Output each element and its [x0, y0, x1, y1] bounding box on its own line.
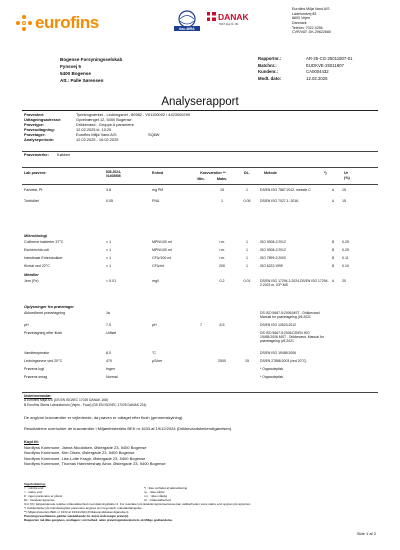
meta-key: Batchnr.: [258, 62, 277, 68]
result-value: Normal [106, 375, 118, 379]
uncertainty: 0.25 [342, 240, 349, 244]
legend-item: i.m. : ikke målelig [144, 494, 168, 499]
limit-max: 0.2 [219, 279, 225, 283]
danak-reg: TEST Reg.Nr. 261 [219, 23, 239, 26]
section-metals: Metaller [24, 272, 39, 277]
limit-max: 200 [219, 264, 225, 268]
compliance-note: Resultaterne overholder de kravværdier i Miljøministeriets BEK nr 1633 af 19/12/2024 (Drikkevandsbekendtgørelsen). [24, 426, 233, 431]
result-value: < 0.01 [106, 279, 117, 283]
address-line: Fynsvej 5 [60, 64, 81, 70]
legend-item: < : mindre end [24, 486, 44, 491]
info-value: Drikkevand - Gruppe A parametre [76, 122, 134, 128]
unit: pH [152, 323, 157, 327]
limit-max: 1 [221, 199, 223, 203]
method: ISO 9308-2:2012 [260, 248, 286, 252]
contact-line: CVR/VAT: DK-29622680 [292, 30, 331, 35]
contact-line: Ladelundvej 85 [292, 11, 317, 16]
result-value: 3.8 [106, 188, 111, 192]
result-value: Udført [106, 331, 116, 335]
legend-note: Unr (%): Ekspanderede relative måleusikkerhed med dækningsfaktor 2. For resultater på detektionsgrænseniveau kan usikkerheden være større end opgivet på rapporten. [24, 502, 252, 507]
subcontractor-line: B Eurofins Steins Laboratorium (Vejen - Food) (DS EN ISO/IEC 17025 DANAK 224) [24, 402, 147, 407]
accreditation-code: A [332, 199, 335, 203]
method: DS ISO 5667-5:2006,MST - Drikkevand. Manual for prøvetagning (v5.2021 [260, 311, 321, 320]
meta-row [258, 76, 353, 83]
col-min: Min. [197, 177, 205, 181]
parameter-name: Ledningsevne ved 20°C [24, 359, 63, 363]
meta-row [258, 56, 353, 63]
report-title: Analyserapport [161, 96, 239, 108]
limit-max: i.m. [219, 240, 225, 244]
legend-block [24, 482, 376, 522]
parameter-name: Intestinale Enterokokker [24, 256, 63, 260]
result-value: < 1 [106, 264, 112, 268]
eurofins-logo [16, 12, 99, 33]
legend-item: > : større end [24, 490, 42, 495]
parameter-name: Prøvetagning efter flush [24, 331, 63, 335]
result-value: < 1 [106, 248, 112, 252]
subcontractor-block [24, 394, 146, 407]
info-value: Tyrekrogværket - Ledningsnet - 80982 - V01100002 / 4423000299 [76, 112, 190, 117]
unit: °C [152, 351, 157, 355]
col-ur: Ur [344, 171, 349, 175]
parameter-name: pH [24, 323, 29, 327]
limit-max: i.m. [219, 248, 225, 252]
method: ISO 7899-2:2000 [260, 256, 286, 260]
contact-line: Telefon: 7022 4256 [292, 25, 323, 30]
result-value: 0.05 [106, 199, 113, 203]
method: DS/EN ISO 7887:2012, metode C [260, 188, 311, 192]
uncertainty: 20 [342, 279, 346, 283]
unit: mg Pt/l [152, 188, 164, 192]
accreditation-code: A [332, 279, 335, 283]
detection-limit: 0.01 [243, 279, 251, 283]
result-value: Ingen [106, 367, 115, 371]
accreditation-code: B [332, 240, 335, 244]
parameter-name: Vandtemperatur [24, 351, 50, 355]
copies-block [24, 439, 166, 467]
meta-key: Kundenr.: [258, 69, 279, 75]
uncertainty: 0.11 [342, 256, 349, 260]
subcontractor-line: A Eurofins Miljø A/S (DS EN ISO/IEC 17025 DANAK 168) [24, 398, 108, 403]
limit-max: i.m. [219, 256, 225, 260]
detection-limit: 1 [246, 248, 248, 252]
guidance-note: De angivne kravværdier er vejledende, da prøven er udtaget efter flush (gennemskylning). [24, 415, 184, 420]
unit: MPN/100 ml [152, 248, 172, 252]
unit: FNU [152, 199, 160, 203]
parameter-name: Kimtal ved 22°C [24, 264, 50, 268]
info-value: Eurofins Miljø Vand A/S [76, 132, 117, 138]
info-key: Prøveudtagning: [24, 127, 55, 133]
parameter-name: Farvetal, Pt [24, 188, 43, 192]
danak-label: DANAK [218, 12, 249, 22]
unit: CFU/ml [152, 264, 165, 268]
result-value: Ja [106, 311, 110, 315]
contact-line: Eurofins Miljø Vand A/S [292, 7, 330, 11]
copy-recipient: Nordfyns Kommune, Kim Olsen, Østergade 23, 5400 Bogense [24, 450, 135, 456]
section-sampling-info: Oplysninger fra prøvetager [24, 304, 74, 309]
sample-label-value: Køkken [57, 152, 71, 157]
accreditation-code: B [332, 256, 335, 260]
unit: mg/l [152, 279, 159, 283]
parameter-name: Jern (Fe) [24, 279, 39, 283]
detection-limit: 1 [246, 264, 248, 268]
parameter-name: Coliforme bakterier 37°C [24, 240, 64, 244]
eurofins-logo-text: eurofins [35, 13, 99, 32]
result-value: 7.5 [106, 323, 111, 327]
sample-label [24, 153, 70, 158]
subcontractor-title: Underleverandør: [24, 394, 52, 398]
col-unit: Enhed [152, 171, 164, 175]
parameter-name: Akkrediteret prøvetagning [24, 311, 66, 315]
address-line: Att.: Palle Sørensen [60, 78, 104, 84]
recipient-address [60, 56, 122, 84]
detection-limit: 1 [246, 256, 248, 260]
parameter-name: Turbiditet [24, 199, 39, 203]
meta-row [258, 63, 353, 70]
address-line: Bogense Forsyningsselskab [60, 57, 123, 62]
method: DS/EN ISO 10523:2012 [260, 323, 297, 327]
limit-max: 8.5 [219, 323, 225, 327]
result-value: 470 [106, 359, 112, 363]
limit-max: 2500 [218, 359, 226, 363]
copy-recipient: Nordfyns Kommune, Janna Nicolaisen, Østergade 23, 5400 Bogense [24, 444, 147, 450]
meta-value: 12.02.2025 [306, 75, 328, 81]
result-value: < 1 [106, 256, 112, 260]
page-number: Side 1 af 2 [356, 531, 376, 536]
meta-value: AR-25-CG-25011807-01 [306, 56, 353, 61]
meta-key: Modt. dato: [258, 75, 282, 81]
col-method: Metode [264, 171, 277, 175]
validity-note: Prøvningsresultaterne gælder udelukkende for de(n) undersøgte prøve(r). [24, 514, 130, 519]
col-dl: DL. [244, 171, 250, 175]
unit: MPN/100 ml [152, 240, 172, 244]
method: ISO 6222:1999 [260, 264, 283, 268]
report-meta [258, 56, 353, 83]
legend-note: **) Miljøministeriets BEK nr 1633 af 19/12/2024 (Drikkevandsbekendtgørelsen). [24, 510, 130, 515]
col-sample-number: 835-2024- 01408986 [106, 170, 122, 179]
detection-limit: 1 [246, 240, 248, 244]
legend-note: *) Usikkerheder på mikrobiologiske parametre angives som log-værdi i standardafvigelse. [24, 506, 143, 511]
accreditation-code: B [332, 248, 335, 252]
ilac-mra-logo [172, 10, 202, 32]
info-key: Udtagningsadresse: [24, 117, 62, 123]
copies-title: Kopi til: [24, 439, 39, 444]
info-value: Gyvelvænget 12, 5400 Bogense [76, 117, 132, 123]
info-key: Analyseperiode: [24, 137, 55, 143]
method: DS/EN 27888:2003 (ved 20°C) [260, 359, 307, 363]
method: DS/EN ISO 17294-1:2024,DS/EN ISO 17294-2:2023 m. ICP-MS [260, 279, 329, 288]
ilac-mra-label: ilac-MRA [179, 27, 195, 31]
limit-max: 15 [220, 188, 224, 192]
col-ur-pct: (%) [344, 176, 350, 180]
method: DS/EN ISO 19458:2006 [260, 351, 297, 355]
legend-item: *) : Ikke omfattet af akkreditering [144, 486, 188, 491]
copy-recipient: Nordfyns Kommune, Lise-Lotte Kragh, Østergade 23, 5400 Bogense [24, 455, 146, 461]
legend-title: Tegnforklaring: [24, 482, 46, 486]
legend-item: # : ingen parametre er påvist [24, 494, 63, 499]
uncertainty: 15 [342, 188, 346, 192]
meta-row [258, 69, 353, 76]
result-value: < 1 [106, 240, 112, 244]
reproduction-note: Rapporten må ikke gengives, undtagen i sin helhed, uden prøvningslaboratoriets skriftlige godkendelse. [24, 518, 173, 523]
meta-value: EUDKVE-25011807 [306, 62, 344, 68]
sample-info [24, 112, 190, 142]
limit-min: 7 [200, 323, 202, 327]
danak-logo [206, 10, 250, 32]
parameter-name: Prøvens lugt [24, 367, 45, 371]
uncertainty: 0.25 [342, 248, 349, 252]
method: DS ISO 5667-5:2006,DS/EN ISO 19458:2006,MST - Drikkevand. Manual for prøvetagning (v5.2021 [260, 331, 324, 344]
uncertainty: 0.10 [342, 264, 349, 268]
legend-item: i.p. : ikke påvist [144, 490, 165, 495]
eurofins-logo-icon [16, 15, 32, 31]
sample-label-key: Prøvemærke: [24, 152, 49, 157]
unit: µS/cm [152, 359, 163, 363]
info-value: 12.02.2025 kl. 10:25 [76, 127, 112, 133]
detection-limit: 1 [246, 188, 248, 192]
meta-key: Rapportnr.: [258, 56, 282, 61]
meta-value: CA0004432 [306, 69, 329, 75]
lab-contact-block [292, 7, 331, 35]
info-extra: SQ6W [148, 132, 160, 138]
address-line: 5400 Bogense [60, 71, 91, 77]
accreditation-code: A [332, 188, 335, 192]
parameter-name: Escherichia coli [24, 248, 49, 252]
col-max: Maks. [216, 177, 228, 181]
method: * Organoleptisk [260, 367, 284, 371]
contact-line: Danmark [292, 21, 307, 26]
copy-recipient: Nordfyns Kommune, Thomas Hammershøy Alnor, Østergade 23, 5400 Bogense [24, 461, 166, 467]
section-microbiology: Mikrobiologi [24, 233, 48, 238]
col-note: *) [324, 171, 327, 175]
info-value: 12.02.2025 - 16.02.2025 [76, 137, 119, 143]
info-key: Prøvetype: [24, 122, 45, 128]
info-key: Prøvested: [24, 112, 45, 117]
parameter-name: Prøvens smag [24, 375, 48, 379]
info-key: Prøvetager: [24, 132, 46, 138]
unit: CFU/100 ml [152, 256, 172, 260]
method: ISO 9308-2:2012 [260, 240, 286, 244]
method: * Organoleptisk [260, 375, 284, 379]
legend-item: Ur : måleusikkerhed [144, 498, 171, 503]
legend-item: DL : Detektionsgrænse [24, 498, 55, 503]
detection-limit: 15 [245, 359, 249, 363]
detection-limit: 0.05 [243, 199, 251, 203]
result-value: 8.0 [106, 351, 111, 355]
col-labno: Lab prøvenr: [24, 171, 47, 175]
contact-line: 6600 Vejen [292, 16, 310, 21]
method: DS/EN ISO 7027-1: 2016, [260, 199, 300, 203]
accreditation-code: B [332, 264, 335, 268]
col-kravvaerdier: Kravværdier ** [200, 171, 226, 175]
uncertainty: 15 [342, 199, 346, 203]
